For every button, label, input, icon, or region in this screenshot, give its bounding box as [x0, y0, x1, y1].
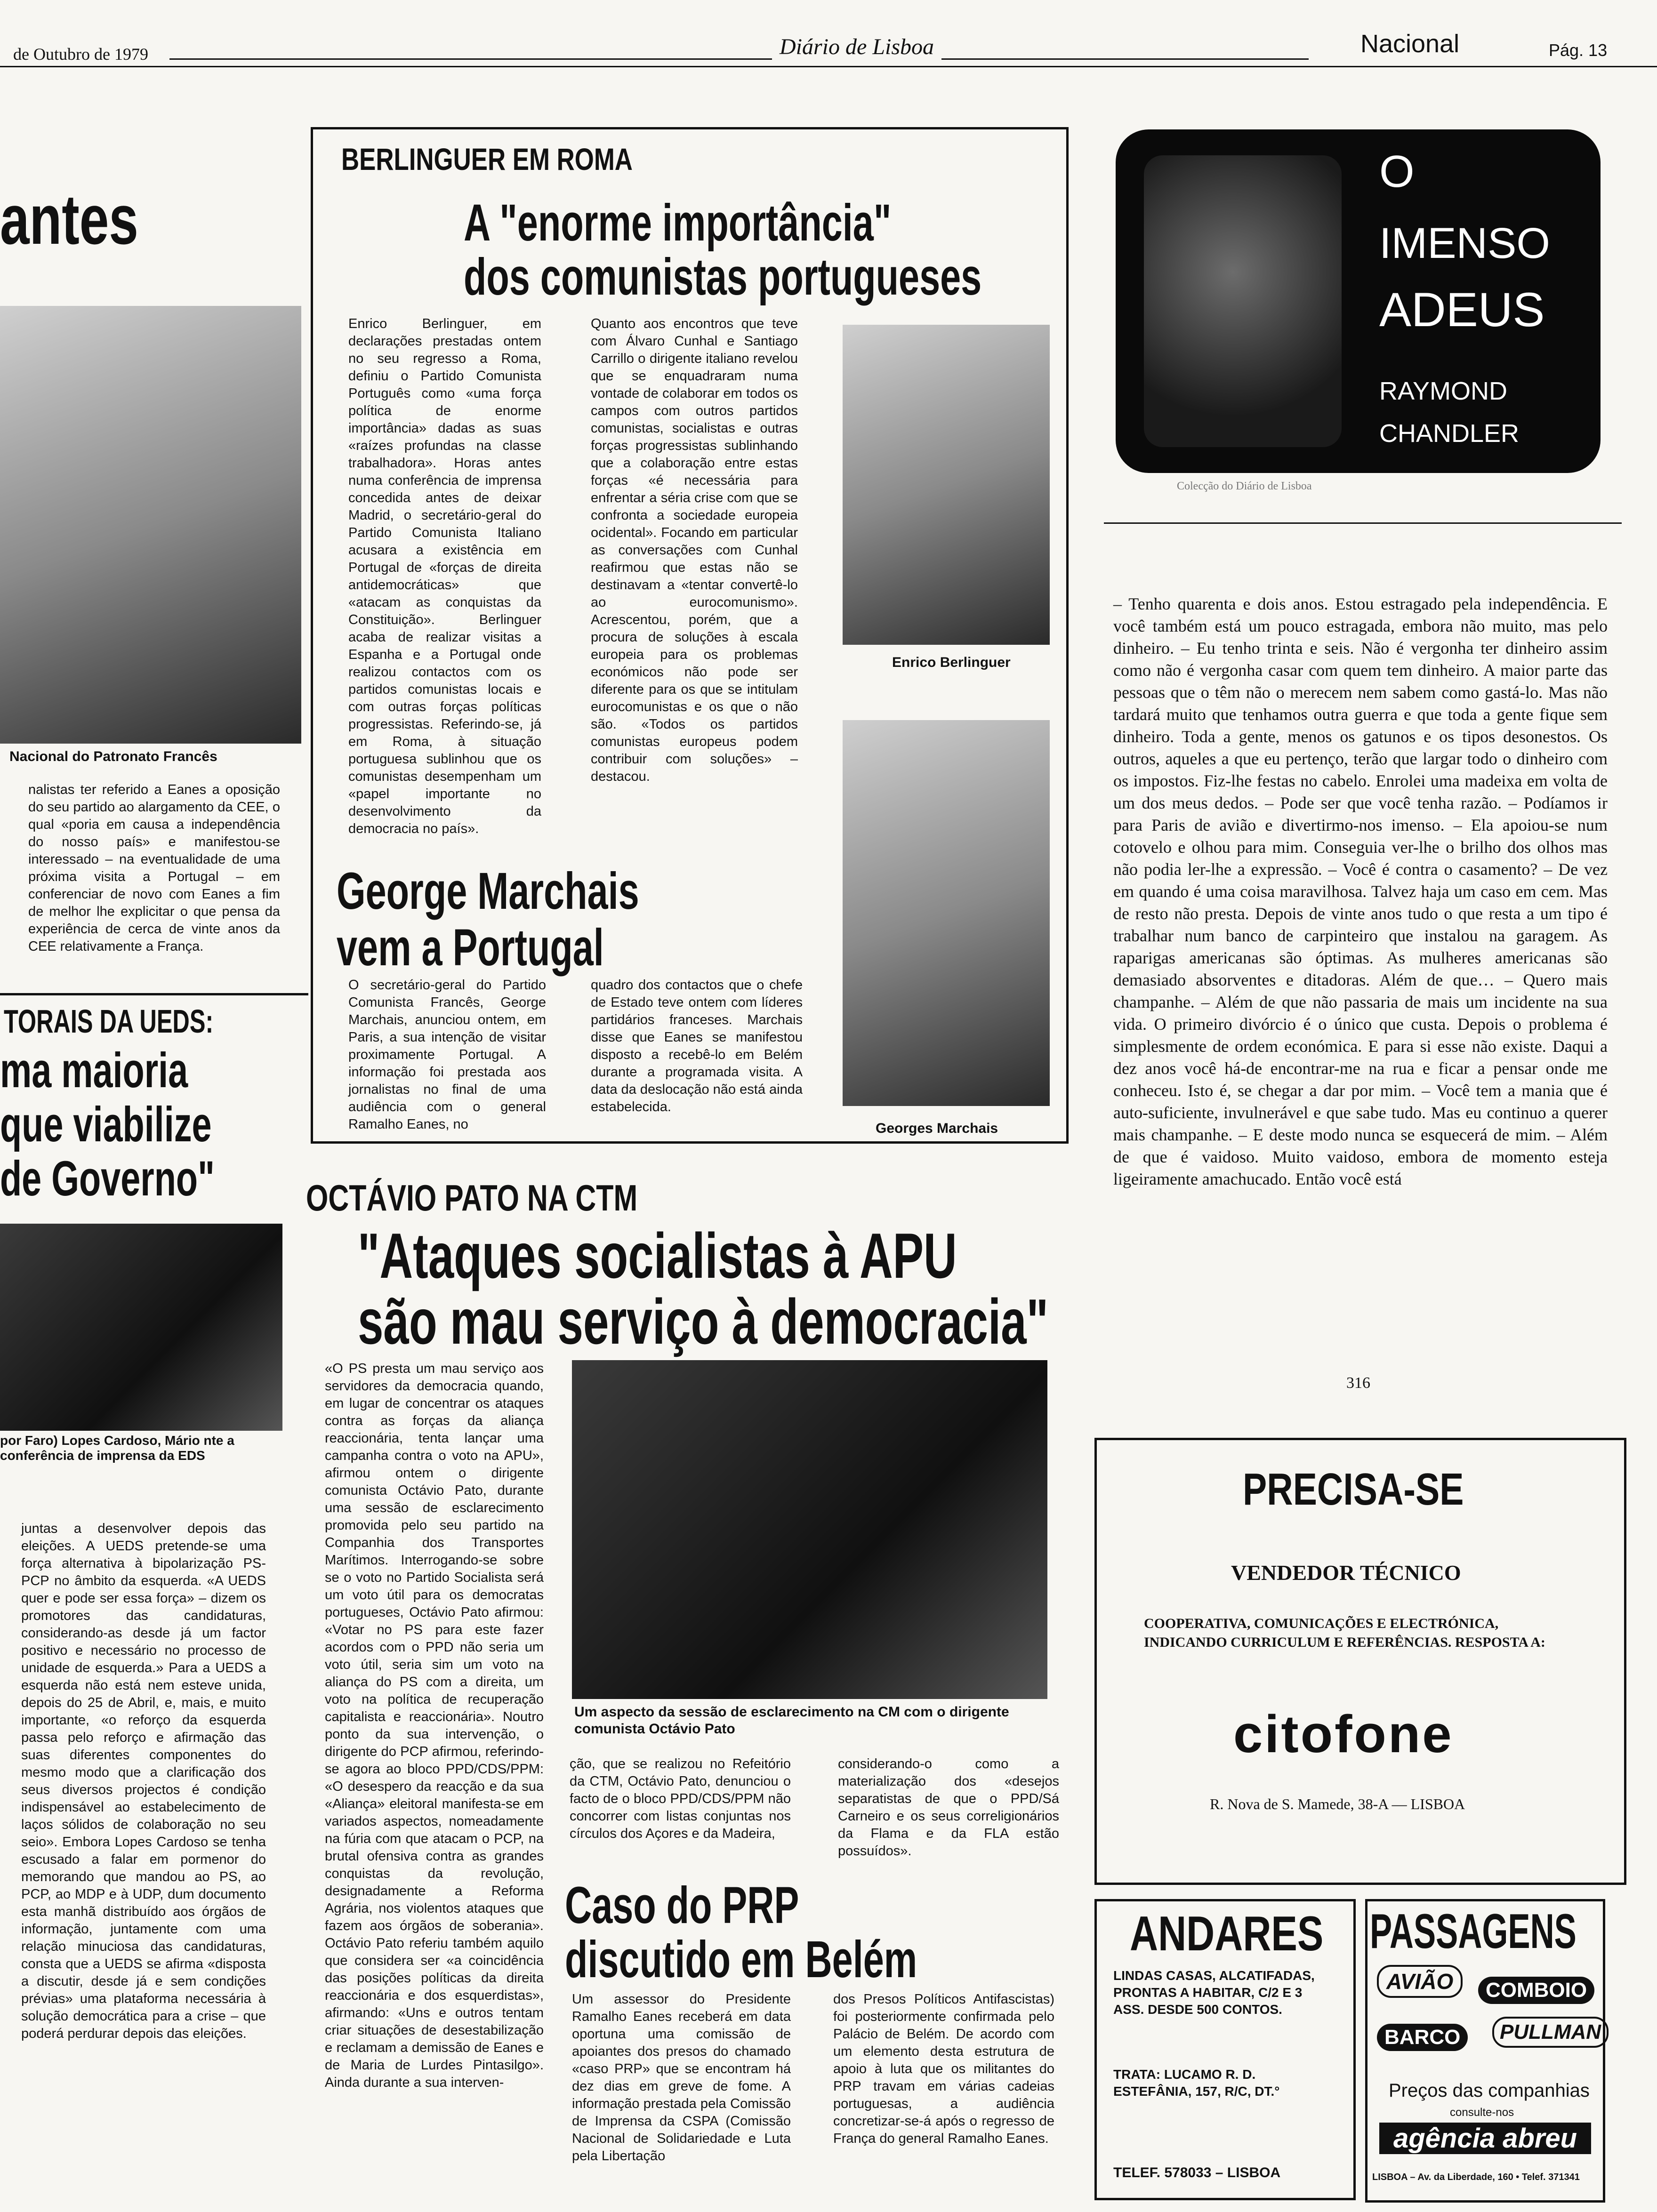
passagens-ad-mode1: AVIÃO	[1377, 1965, 1463, 1998]
pato-session-photo	[572, 1360, 1047, 1699]
andares-ad-body: LINDAS CASAS, ALCATIFADAS, PRONTAS A HABITAR, C/2 E 3 ASS. DESDE 500 CONTOS.	[1113, 1968, 1315, 2017]
passagens-ad-mode4: PULLMAN	[1492, 2017, 1609, 2048]
left-photo-caption: Nacional do Patronato Francês	[9, 749, 217, 764]
pato-headline-1: "Ataques socialistas à APU	[358, 1220, 957, 1291]
pato-col-3: considerando-o como a materialização dos «desejos separatistas de que o PPD/Sá Carneiro e os seus correligionários da Flama e da FLA estão possuídos».	[838, 1756, 1059, 1859]
marchais-col-1: O secretário-geral do Partido Comunista Francês, George Marchais, anunciou ontem, em Paris, a sua intenção de visitar proximamente Portugal. A informação foi prestada aos jornalistas no final de uma audiência com o general Ramalho Eanes, no	[348, 978, 546, 1132]
ueds-kicker: TORAIS DA UEDS:	[4, 1003, 214, 1040]
precisa-ad-body: COOPERATIVA, COMUNICAÇÕES E ELECTRÓNICA, INDICANDO CURRICULUM E REFERÊNCIAS. RESPOSTA A:	[1144, 1616, 1545, 1650]
masthead-page-number: Pág. 13	[1549, 40, 1608, 60]
berlinguer-photo-caption: Enrico Berlinguer	[892, 655, 1011, 670]
berlinguer-col-2: Quanto aos encontros que teve com Álvaro Cunhal e Santiago Carrillo o dirigente italiano revelou que se enquadraram numa vontade de colaborar em todos os campos com outros partidos comunistas, socialistas e outras forças progressistas sublinhando que a colaboração entre estas forças «é necessária para enfrentar a séria crise com que se confronta a sociedade europeia ocidental». Focando em particular as conversações com Cunhal reafirmou que estas não se destinavam a «tentar convertê-lo ao eurocomunismo». Acrescentou, porém, que a procura de soluções à escala europeia para os problemas económicos não pode ser diferente para os que se intitulam eurocomunistas e os que o não são. «Todos os partidos comunistas europeus podem contribuir com soluções» – destacou.	[591, 316, 798, 784]
ueds-headline-2: que viabilize	[0, 1097, 212, 1152]
precisa-ad-address: R. Nova de S. Mamede, 38-A — LISBOA	[1210, 1795, 1465, 1812]
pato-col-1: «O PS presta um mau serviço aos servidores da democracia quando, em lugar de concentrar os ataques contra as forças da aliança reaccionária, tenta lançar uma campanha contra o voto na APU», afirmou ontem o dirigente comunista Octávio Pato, durante uma sessão de esclarecimento promovida pelo seu partido na Companhia dos Transportes Marítimos. Interrogando-se sobre se o voto no Partido Socialista será um voto útil para os democratas portugueses, Octávio Pato afirmou: «Votar no PS para este fazer acordos com o PPD não seria um voto útil, seria sim um voto na aliança do PS com a direita, um voto na política de recuperação capitalista e reaccionária». Noutro ponto da sua intervenção, o dirigente do PCP afirmou, referindo-se agora ao bloco PPD/CDS/PPM: «O desespero da reacção e da sua «Aliança» eleitoral manifesta-se em variados aspectos, nomeadamente na fúria com que atacam o PCP, na brutal ofensiva contra as grandes conquistas da revolução, designadamente a Reforma Agrária, nos violentos ataques que fazem aos órgãos de soberania». Octávio Pato referiu também aquilo que considera ser «a coincidência das posições políticas da direita reaccionária e dos esquerdistas», afirmando: «Uns e outros tentam criar situações de desestabilização e reclamam a demissão de Eanes e de Maria de Lurdes Pintasilgo». Ainda durante a sua interven-	[325, 1361, 544, 2090]
passagens-ad-title: PASSAGENS	[1370, 1904, 1577, 1959]
marchais-col-2: quadro dos contactos que o chefe de Estado teve ontem com líderes partidários franceses. Marchais disse que Eanes se manifestou disposto a recebê-lo em Belém durante a programada visita. A data da deslocação não está ainda estabelecida.	[591, 978, 803, 1114]
chandler-ad-line2: IMENSO	[1379, 219, 1550, 267]
passagens-ad-agency: agência abreu	[1379, 2123, 1591, 2154]
left-divider	[0, 993, 308, 995]
ueds-photo-caption: por Faro) Lopes Cardoso, Mário nte a conferência de imprensa da EDS	[0, 1433, 234, 1463]
masthead-underline	[0, 66, 1657, 67]
chandler-ad-line5: CHANDLER	[1379, 419, 1520, 448]
masthead-paper-name: Diário de Lisboa	[772, 34, 941, 60]
left-headline-fragment: antes	[0, 180, 138, 259]
berlinguer-kicker: BERLINGUER EM ROMA	[341, 142, 633, 176]
marchais-photo	[843, 720, 1050, 1106]
passagens-ad-mode2: COMBOIO	[1478, 1977, 1594, 2004]
prp-col-1: Um assessor do Presidente Ramalho Eanes receberá em data oportuna uma comissão de apoiantes dos presos do chamado «caso PRP» que se encontram há dez dias em greve de fome. A informação prestada pela Comissão de Imprensa da CSPA (Comissão Nacional de Solidariedade e Luta pela Libertação	[572, 1992, 791, 2164]
left-photo-patronato	[0, 306, 301, 744]
prp-headline-2: discutido em Belém	[565, 1931, 917, 1988]
precisa-ad-title: PRECISA-SE	[1243, 1464, 1464, 1515]
precisa-ad-logo: citofone	[1233, 1705, 1454, 1763]
masthead-date: de Outubro de 1979	[13, 45, 148, 64]
passagens-ad-consult: consulte-nos	[1450, 2106, 1514, 2119]
berlinguer-headline-2: dos comunistas portugueses	[464, 248, 982, 306]
serial-number: 316	[1346, 1374, 1370, 1392]
pato-photo-caption: Um aspecto da sessão de esclarecimento na CM com o dirigente comunista Octávio Pato	[574, 1704, 1009, 1737]
marchais-headline-1: George Marchais	[337, 862, 639, 920]
berlinguer-photo	[843, 325, 1050, 645]
pato-col-2: ção, que se realizou no Refeitório da CTM, Octávio Pato, denunciou o facto de o bloco PPD/CDS/PPM não concorrer com listas conjuntas nos círculos dos Açores e da Madeira,	[570, 1756, 791, 1841]
passagens-ad-mode3: BARCO	[1377, 2024, 1468, 2051]
serial-text: – Tenho quarenta e dois anos. Estou estragado pela independência. E você também está um pouco estragada, embora não muito, mas pelo dinheiro. – Eu tenho trinta e seis. Não é vergonha ter dinheiro assim como não é vergonha casar com quem tem dinheiro. A maior parte das pessoas que o têm não o merecem nem sabem como gastá-lo. Mas não tardará muito que tenhamos outra guerra e que toda a gente fique sem dinheiro. Toda a gente, menos os gatunos e os tipos desonestos. Os outros, aqueles a que eu pertenço, terão que largar todo o dinheiro com os impostos. Fiz-lhe festas no cabelo. Enrolei uma madeixa em volta de um dos meus dedos. – Pode ser que você tenha razão. – Podíamos ir para Paris de avião e divertirmo-nos imenso. – Ela apoiou-se num cotovelo e olhou para mim. Conseguia ver-lhe o brilho dos olhos mas não podia ler-lhe a expressão. – Você é contra o casamento? – De vez em quando é uma coisa maravilhosa. Talvez haja um caso em cem. Mas de resto não presta. Depois de vinte anos tudo o que resta a um tipo é trabalhar num banco de carpinteiro que instalou na garagem. As raparigas americanas são óptimas. As mulheres americanas são demasiado absorventes e ditadoras. Além de que… – Quero mais champanhe. – Além de que não passaria de mais um incidente na sua vida. O primeiro divórcio é o único que custa. Depois o problema é simplesmente de ordem económica. E para si esse não existe. Daqui a dez anos você há-de encontrar-me na rua e ficar a pensar onde me conheceu. Isto é, se chegar a dar por mim. – Você tem a mania que é auto-suficiente, invulnerável e que sabe tudo. Mas eu continuo a querer mais champanhe. – E deste modo nunca se esquecerá de mim. – Além de que é vaidoso. Muito vaidoso, embora de momento esteja ligeiramente amachucado. Então você está	[1113, 594, 1608, 1188]
masthead-section: Nacional	[1360, 30, 1460, 58]
left-article-top-text: nalistas ter referido a Eanes a oposição do seu partido ao alargamento da CEE, o qual «poria em causa a independência do nosso país» e manifestou-se interessado – na eventualidade de uma próxima visita a Portugal – em conferenciar de novo com Eanes a fim de melhor lhe explicitar o que pensa da experiência de cerca de vinte anos da CEE relativamente a França.	[28, 782, 280, 954]
andares-ad-contact: TRATA: LUCAMO R. D. ESTEFÂNIA, 157, R/C, DT.°	[1113, 2067, 1280, 2099]
ueds-headline-3: de Governo"	[0, 1151, 215, 1206]
chandler-ad-line1: O	[1379, 146, 1415, 197]
ueds-photo	[0, 1224, 282, 1431]
prp-col-2: dos Presos Políticos Antifascistas) foi posteriormente confirmada pelo Palácio de Belém. De acordo com um elemento desta estrutura de apoio à luta que os militantes do PRP travam em várias cadeias portuguesas, a audiência concretizar-se-á após o regresso de França do general Ramalho Eanes.	[833, 1992, 1054, 2146]
chandler-ad-credit: Colecção do Diário de Lisboa	[1177, 480, 1312, 492]
pato-kicker: OCTÁVIO PATO NA CTM	[306, 1177, 638, 1218]
chandler-ad-line3: ADEUS	[1379, 283, 1545, 337]
andares-ad-title: ANDARES	[1130, 1907, 1324, 1961]
masthead-rule	[169, 58, 1309, 60]
ueds-headline-1: ma maioria	[0, 1043, 188, 1098]
prp-headline-1: Caso do PRP	[565, 1876, 799, 1934]
berlinguer-col-1: Enrico Berlinguer, em declarações prestadas ontem no seu regresso a Roma, definiu o Partido Comunista Português como «uma força política de enorme importância» dadas as suas «raízes profundas na classe trabalhadora». Horas antes numa conferência de imprensa concedida antes de deixar Madrid, o secretário-geral do Partido Comunista Italiano acusara a existência em Portugal de «forças de direita antidemocráticas» que «atacam as conquistas da Constituição». Berlinguer acaba de realizar visitas a Espanha e a Portugal onde realizou contactos com os partidos comunistas locais e com outras forças políticas progressistas. Referindo-se, já em Roma, à situação portuguesa sublinhou que os comunistas desempenham um «papel importante no desenvolvimento da democracia no país».	[348, 316, 541, 836]
berlinguer-headline-1: A "enorme importância"	[464, 194, 892, 252]
passagens-ad-address: LISBOA – Av. da Liberdade, 160 • Telef. 371341	[1372, 2172, 1580, 2182]
pato-headline-2: são mau serviço à democracia"	[358, 1286, 1049, 1357]
chandler-ad-line4: RAYMOND	[1379, 377, 1508, 405]
andares-ad-phone: TELEF. 578033 – LISBOA	[1113, 2165, 1281, 2180]
passagens-ad-tagline: Preços das companhias	[1389, 2080, 1590, 2101]
ueds-article-text: juntas a desenvolver depois das eleições. A UEDS pretende-se uma força alternativa à bipolarização PS-PCP no âmbito da esquerda. «A UEDS quer e pode ser essa força» – dizem os promotores das candidaturas, considerando-as desde já um factor positivo e necessário no processo de unidade de esquerda.» Para a UEDS a esquerda não está nem esteve unida, depois do 25 de Abril, e, mais, e muito importante, «o reforço da esquerda passa pelo reforço e afirmação das suas diferentes componentes do mesmo modo que a clarificação dos seus diversos projectos é condição indispensável ao estabelecimento de laços sólidos de colaboração no seu seio». Embora Lopes Cardoso se tenha escusado a falar em pormenor do memorando que mandou ao PS, ao PCP, ao MDP e à UDP, dum documento esta manhã distribuído aos órgãos de informação, juntamente com uma relação minuciosa das candidaturas, consta que a UEDS se afirma «disposta a discutir, desde já e sem condições prévias» uma plataforma necessária à solução democrática para a crise – que poderá perdurar depois das eleições.	[21, 1521, 266, 2041]
chandler-portrait	[1144, 155, 1342, 447]
serial-top-rule	[1104, 522, 1622, 524]
precisa-ad-subtitle: VENDEDOR TÉCNICO	[1231, 1561, 1461, 1585]
marchais-photo-caption: Georges Marchais	[876, 1121, 998, 1136]
marchais-headline-2: vem a Portugal	[337, 919, 604, 977]
